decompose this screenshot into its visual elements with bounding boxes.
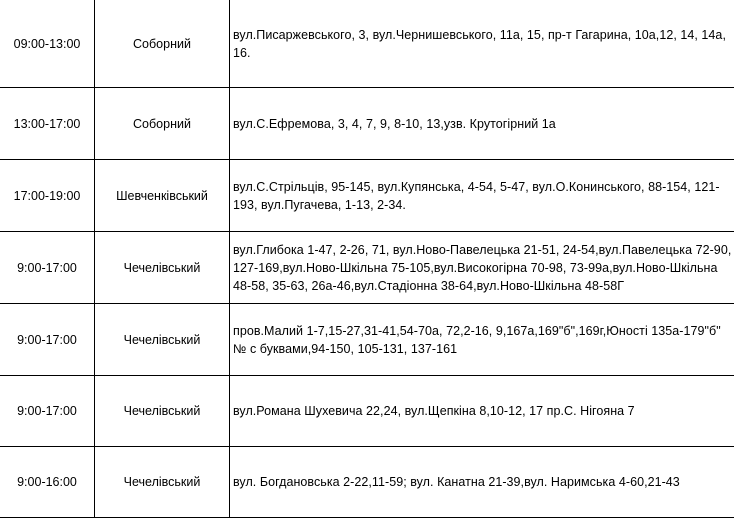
address-cell: вул. Богдановська 2-22,11-59; вул. Канатна 21-39,вул. Наримська 4-60,21-43 — [230, 447, 734, 518]
address-cell: вул.Романа Шухевича 22,24, вул.Щепкіна 8,10-12, 17 пр.С. Нігояна 7 — [230, 376, 734, 447]
table-row — [0, 376, 734, 447]
time-cell: 9:00-16:00 — [0, 447, 95, 518]
district-cell: Чечелівський — [95, 376, 230, 447]
district-cell: Соборний — [95, 0, 230, 88]
time-cell: 9:00-17:00 — [0, 304, 95, 376]
table-row — [0, 0, 734, 88]
district-cell: Чечелівський — [95, 304, 230, 376]
district-cell: Чечелівський — [95, 447, 230, 518]
table-row — [0, 160, 734, 232]
time-cell: 17:00-19:00 — [0, 160, 95, 232]
table-row — [0, 88, 734, 160]
address-cell: вул.Писаржевського, 3, вул.Чернишевського, 11а, 15, пр-т Гагарина, 10а,12, 14, 14а, 16. — [230, 0, 734, 88]
time-cell: 13:00-17:00 — [0, 88, 95, 160]
district-cell: Соборний — [95, 88, 230, 160]
table-row — [0, 447, 734, 518]
district-cell: Чечелівський — [95, 232, 230, 304]
time-cell: 09:00-13:00 — [0, 0, 95, 88]
table-row — [0, 232, 734, 304]
table-row — [0, 304, 734, 376]
address-cell: вул.С.Ефремова, 3, 4, 7, 9, 8-10, 13,узв. Крутогірний 1а — [230, 88, 734, 160]
time-cell: 9:00-17:00 — [0, 376, 95, 447]
address-cell: вул.С.Стрільців, 95-145, вул.Купянська, 4-54, 5-47, вул.О.Конинського, 88-154, 121-193, вул.Пугачева, 1-13, 2-34. — [230, 160, 734, 232]
district-cell: Шевченківський — [95, 160, 230, 232]
address-cell: вул.Глибока 1-47, 2-26, 71, вул.Ново-Павелецька 21-51, 24-54,вул.Павелецька 72-90, 127-169,вул.Ново-Шкільна 75-105,вул.Високогірна 70-98, 73-99а,вул.Ново-Шкільна 48-58, 35-63, 26а-46,вул.Стадіонна 38-64,вул.Ново-Шкільна 48-58Г — [230, 232, 734, 304]
address-cell: пров.Малий 1-7,15-27,31-41,54-70а, 72,2-16, 9,167а,169"б",169г,Юності 135а-179"б" № с буквами,94-150, 105-131, 137-161 — [230, 304, 734, 376]
time-cell: 9:00-17:00 — [0, 232, 95, 304]
